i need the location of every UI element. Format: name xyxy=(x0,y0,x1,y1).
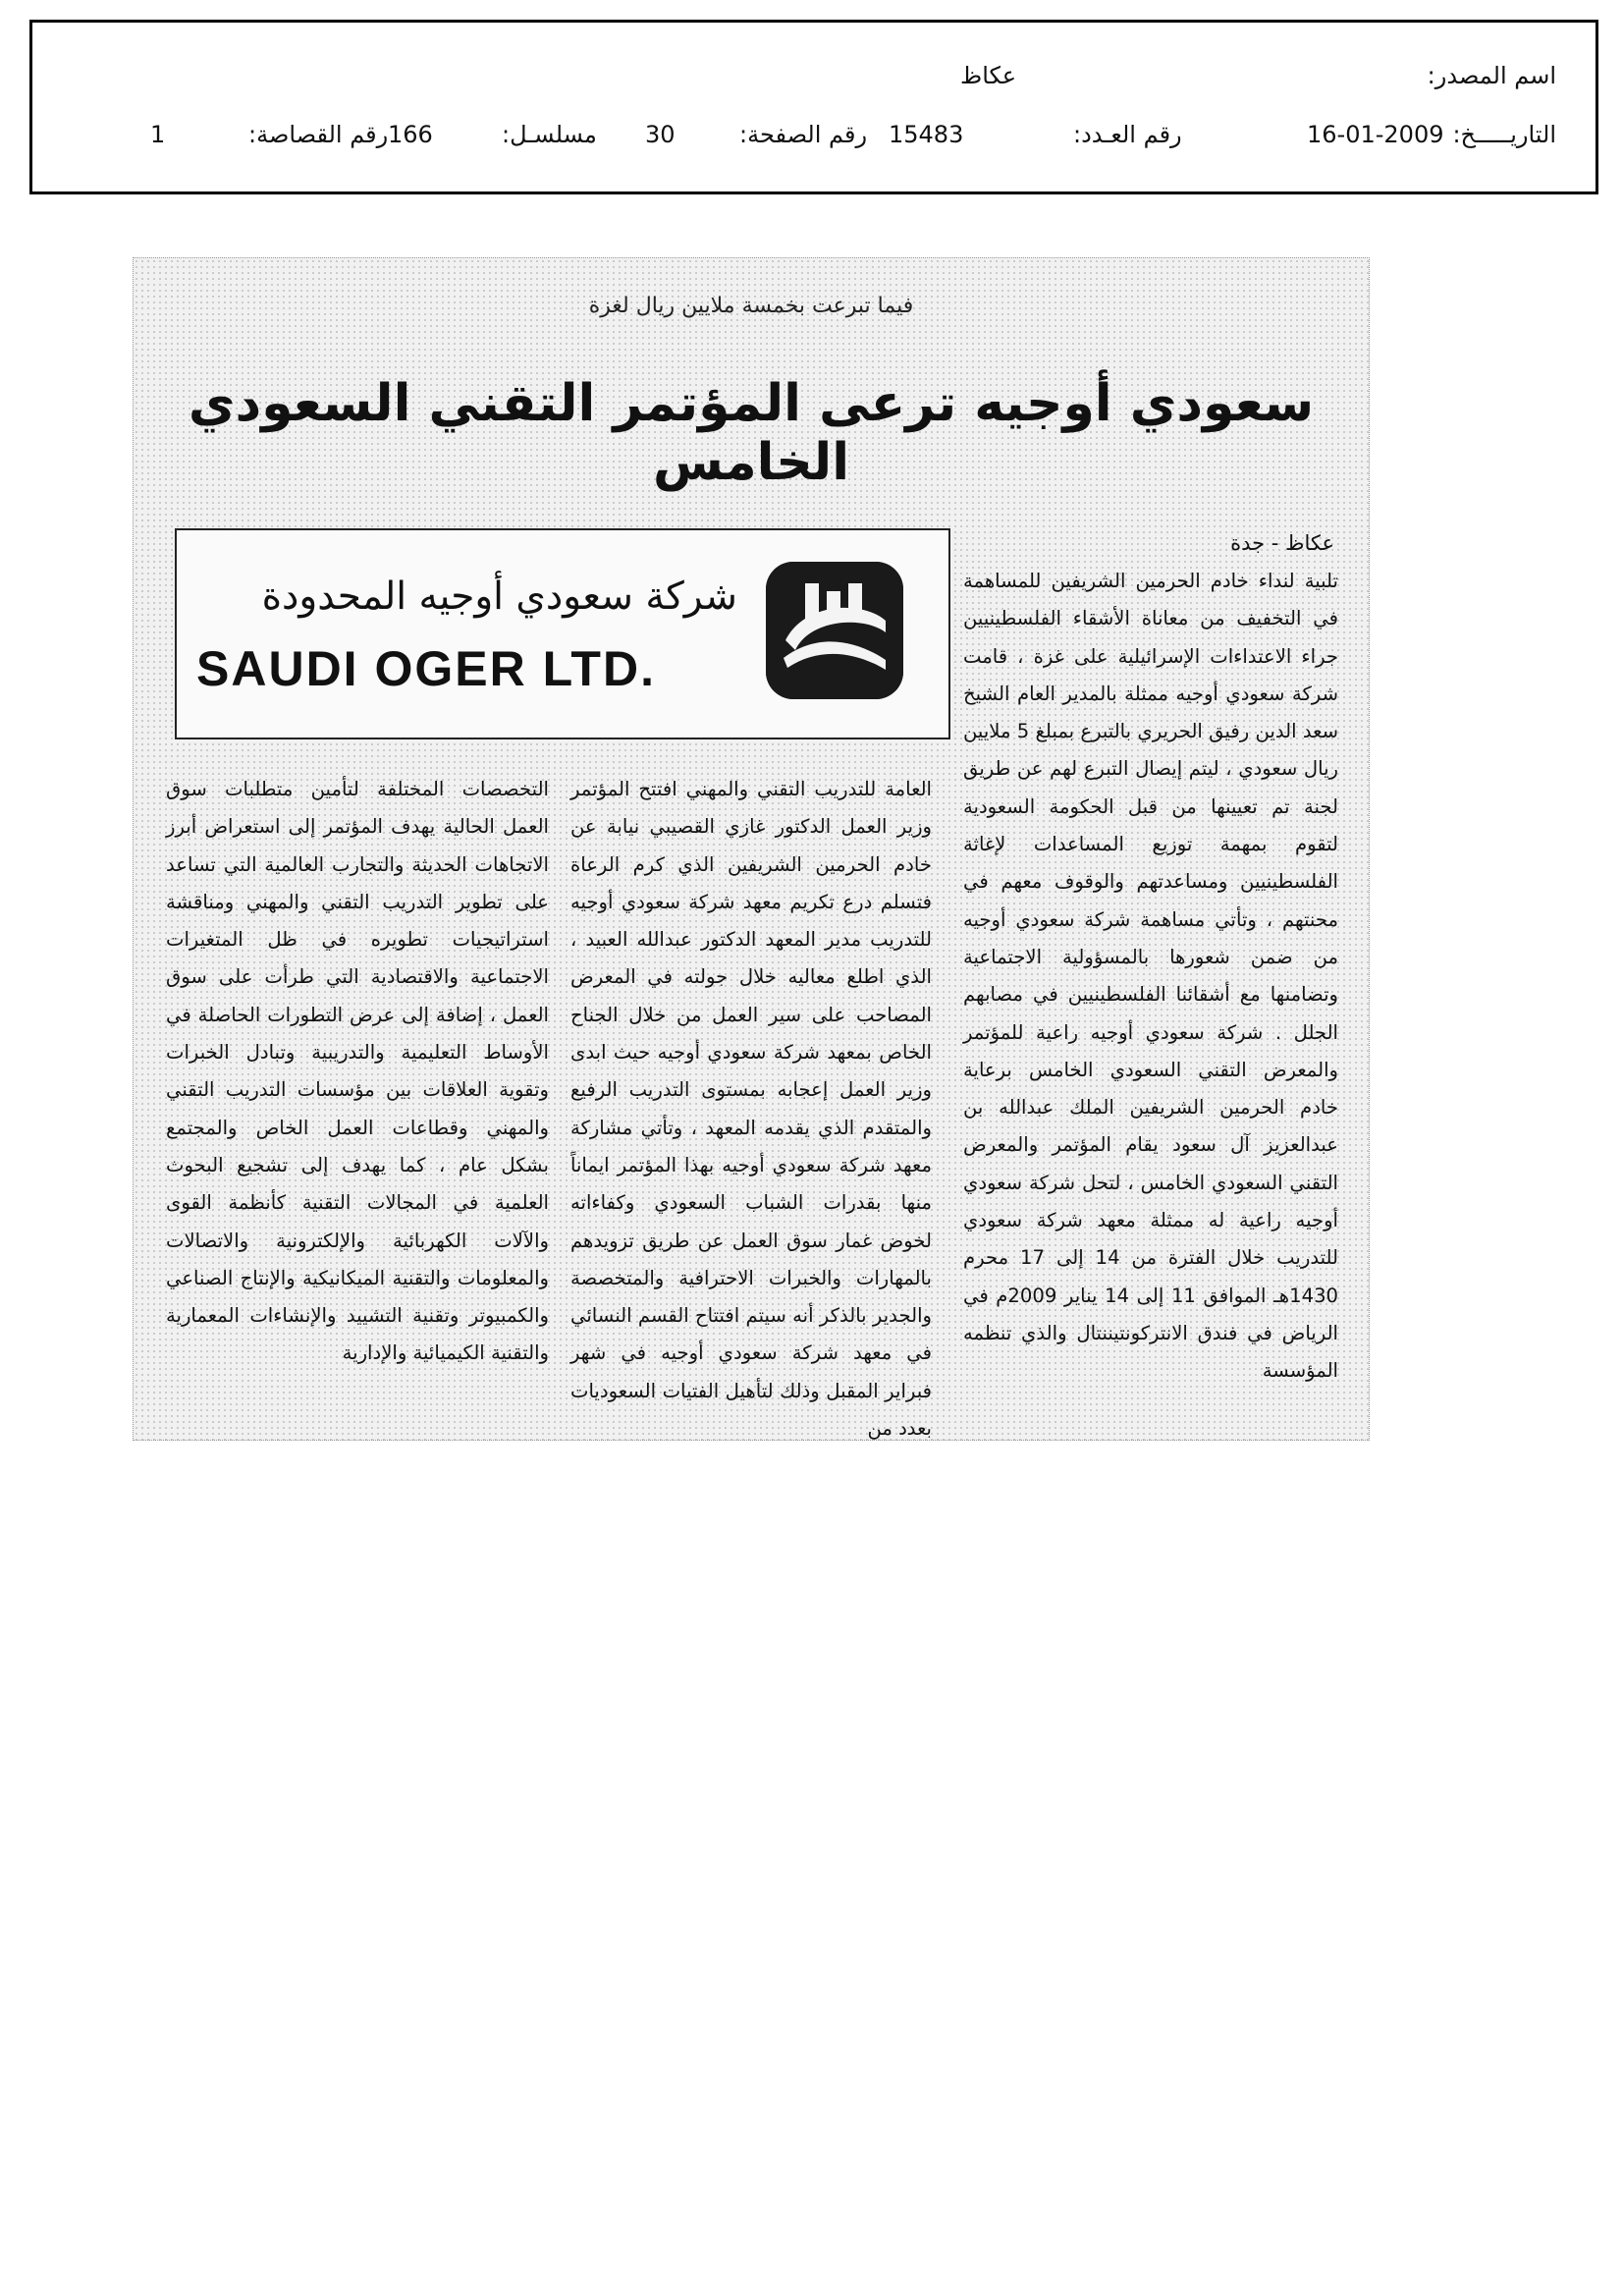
serial-value: 166 xyxy=(388,121,433,148)
saudi-oger-emblem-icon xyxy=(766,562,903,699)
article-column-1: تلبية لنداء خادم الحرمين الشريفين للمساهمة في التخفيف من معاناة الأشقاء الفلسطينيين جراء الاعتداءات الإسرائيلية على غزة ، قامت شركة سعودي أوجيه ممثلة بالمدير العام الشيخ سعد الدين رفيق الحريري بالتبرع بمبلغ 5 ملايين ريال سعودي ، ليتم إيصال التبرع لهم عن طريق لجنة تم تعيينها من قبل الحكومة السعودية لتقوم بمهمة توزيع المساعدات لإغاثة الفلسطينيين ومساعدتهم والوقوف معهم في محنتهم ، وتأتي مساهمة شركة سعودي أوجيه من ضمن شعورها بالمسؤولية الاجتماعية وتضامنها مع أشقائنا الفلسطينيين في مصابهم الجلل . شركة سعودي أوجيه راعية للمؤتمر والمعرض التقني السعودي الخامس برعاية خادم الحرمين الشريفين الملك عبدالله بن عبدالعزيز آل سعود يقام المؤتمر والمعرض التقني السعودي الخامس ، لتحل شركة سعودي أوجيه راعية له ممثلة معهد شركة سعودي للتدريب خلال الفترة من 14 إلى 17 محرم 1430هـ الموافق 11 إلى 14 يناير 2009م في الرياض في فندق الانتركونتيننتال والذي تنظمه المؤسسة xyxy=(963,570,1339,1383)
date-label: التاريـــــخ: xyxy=(1452,121,1556,148)
issue-value: 15483 xyxy=(889,121,964,148)
company-logo-ad xyxy=(175,528,950,739)
clipping-metadata-box xyxy=(29,20,1598,194)
source-label: اسم المصدر: xyxy=(1427,62,1556,89)
page-number-label: رقم الصفحة: xyxy=(739,121,868,148)
source-value: عكاظ xyxy=(960,62,1017,89)
date-value: 16-01-2009 xyxy=(1307,121,1444,148)
article-kicker: فيما تبرعت بخمسة ملايين ريال لغزة xyxy=(588,294,914,318)
newspaper-clipping xyxy=(133,257,1370,1441)
logo-arabic-name: شركة سعودي أوجيه المحدودة xyxy=(261,574,737,619)
clip-number-label: رقم القصاصة: xyxy=(248,121,389,148)
article-byline: عكاظ - جدة xyxy=(1230,531,1334,555)
logo-latin-name: SAUDI OGER LTD. xyxy=(196,641,656,696)
article-column-3: التخصصات المختلفة لتأمين متطلبات سوق العمل الحالية يهدف المؤتمر إلى استعراض أبرز الاتجاهات الحديثة والتجارب العالمية التي تساعد على تطوير التدريب التقني والمهني ومناقشة استراتيجيات تطويره في ظل المتغيرات الاجتماعية والاقتصادية التي طرأت على سوق العمل ، إضافة إلى عرض التطورات الحاصلة في الأوساط التعليمية والتدريبية وتبادل الخبرات وتقوية العلاقات بين مؤسسات التدريب التقني والمهني وقطاعات العمل الخاص والمجتمع بشكل عام ، كما يهدف إلى تشجيع البحوث العلمية في المجالات التقنية كأنظمة القوى والآلات الكهربائية والإلكترونية والاتصالات والمعلومات والتقنية الميكانيكية والإنتاج الصناعي والكمبيوتر وتقنية التشييد والإنشاءات المعمارية والتقنية الكيميائية والإدارية xyxy=(166,778,549,1365)
issue-label: رقم العـدد: xyxy=(1073,121,1182,148)
page-number-value: 30 xyxy=(645,121,676,148)
article-headline: سعودي أوجيه ترعى المؤتمر التقني السعودي الخامس xyxy=(188,374,1315,492)
serial-label: مسلسـل: xyxy=(502,121,597,148)
clip-number-value: 1 xyxy=(150,121,166,148)
article-column-2: العامة للتدريب التقني والمهني افتتح المؤتمر وزير العمل الدكتور غازي القصيبي نيابة عن خادم الحرمين الشريفين الذي كرم الرعاة فتسلم درع تكريم معهد شركة سعودي أوجيه للتدريب مدير المعهد الدكتور عبدالله العبيد ، الذي اطلع معاليه خلال جولته في المعرض المصاحب على سير العمل من خلال الجناح الخاص بمعهد شركة سعودي أوجيه حيث ابدى وزير العمل إعجابه بمستوى التدريب الرفيع والمتقدم الذي يقدمه المعهد ، وتأتي مشاركة معهد شركة سعودي أوجيه بهذا المؤتمر ايماناً منها بقدرات الشباب السعودي وكفاءاته لخوض غمار سوق العمل عن طريق تزويدهم بالمهارات والخبرات الاحترافية والمتخصصة والجدير بالذكر أنه سيتم افتتاح القسم النسائي في معهد شركة سعودي أوجيه في شهر فبراير المقبل وذلك لتأهيل الفتيات السعوديات بعدد من xyxy=(570,778,932,1441)
